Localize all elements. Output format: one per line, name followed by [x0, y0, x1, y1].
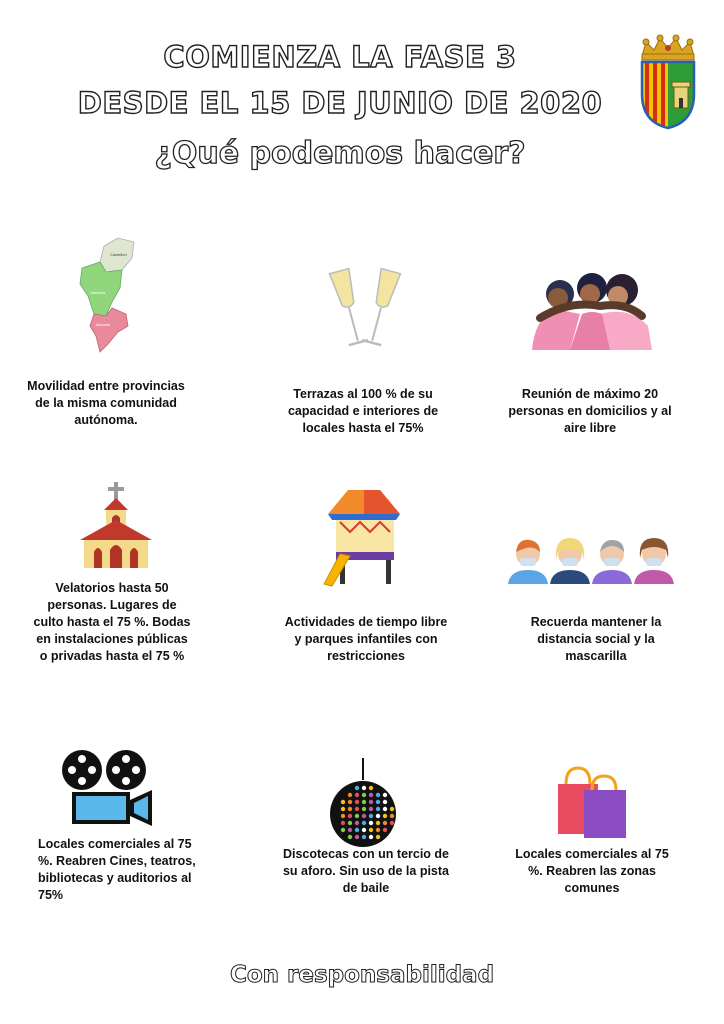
disco-light-dot — [369, 800, 373, 804]
disco-light-dot — [369, 828, 373, 832]
disco-light-dot — [341, 814, 345, 818]
disco-light-dot — [390, 807, 394, 811]
disco-light-dot — [348, 821, 352, 825]
film-camera-icon — [60, 748, 156, 826]
disco-light-dot — [369, 786, 373, 790]
disco-light-dot — [355, 800, 359, 804]
disco-light-dot — [362, 786, 366, 790]
disco-light-dot — [383, 828, 387, 832]
church-icon — [78, 480, 154, 570]
disco-light-dot — [376, 821, 380, 825]
champagne-glasses-icon — [322, 264, 408, 356]
disco-light-dot — [341, 800, 345, 804]
caption-cines: Locales comerciales al 75 %. Reabren Cines, teatros, bibliotecas y auditorios al 75% — [38, 837, 196, 902]
disco-light-dot — [362, 807, 366, 811]
disco-light-dot — [376, 800, 380, 804]
disco-light-dot — [362, 814, 366, 818]
disco-light-dot — [348, 793, 352, 797]
playground-slide-icon — [320, 488, 408, 588]
disco-light-dot — [341, 807, 345, 811]
disco-light-dot — [362, 821, 366, 825]
disco-light-dot — [383, 807, 387, 811]
disco-light-dot — [383, 800, 387, 804]
caption-distancia: Recuerda mantener la distancia social y la mascarilla — [530, 615, 662, 663]
map-label-valencia: Valencia — [90, 290, 106, 295]
disco-light-dot — [390, 814, 394, 818]
masked-people-icon — [508, 536, 674, 584]
disco-light-dot — [355, 786, 359, 790]
disco-light-dot — [341, 828, 345, 832]
disco-light-dot — [355, 821, 359, 825]
caption-actividades: Actividades de tiempo libre y parques infantiles con restricciones — [284, 615, 448, 663]
caption-reunion: Reunión de máximo 20 personas en domicilios y al aire libre — [508, 387, 672, 435]
map-label-alicante: Alicante — [96, 322, 111, 327]
disco-light-dot — [369, 835, 373, 839]
disco-light-dot — [348, 828, 352, 832]
title-line-1: COMIENZA LA FASE 3 — [163, 40, 517, 74]
footer-slogan: Con responsabilidad — [229, 962, 495, 988]
disco-light-dot — [348, 835, 352, 839]
disco-light-dot — [362, 793, 366, 797]
shopping-bags-icon — [556, 766, 628, 840]
disco-light-dot — [376, 814, 380, 818]
disco-light-dot — [383, 814, 387, 818]
disco-light-dot — [383, 821, 387, 825]
disco-light-dot — [348, 800, 352, 804]
disco-light-dot — [376, 835, 380, 839]
disco-light-dot — [376, 807, 380, 811]
disco-light-dot — [376, 828, 380, 832]
disco-light-dot — [355, 814, 359, 818]
caption-terrazas: Terrazas al 100 % de su capacidad e interiores de locales hasta el 75% — [287, 387, 439, 435]
disco-light-dot — [362, 800, 366, 804]
group-hug-icon — [530, 266, 654, 350]
disco-light-dot — [355, 807, 359, 811]
disco-light-dot — [383, 793, 387, 797]
region-map-icon — [76, 236, 138, 354]
disco-light-dot — [369, 821, 373, 825]
disco-light-dot — [355, 828, 359, 832]
disco-light-dot — [376, 793, 380, 797]
disco-ball-icon — [328, 758, 398, 850]
disco-light-dot — [348, 814, 352, 818]
disco-light-dot — [362, 828, 366, 832]
disco-light-dot — [369, 814, 373, 818]
caption-zonas-comunes: Locales comerciales al 75 %. Reabren las zonas comunes — [515, 847, 669, 895]
caption-discotecas: Discotecas con un tercio de su aforo. Sin uso de la pista de baile — [282, 847, 450, 895]
disco-light-dot — [362, 835, 366, 839]
caption-velatorios: Velatorios hasta 50 personas. Lugares de culto hasta el 75 %. Bodas en instalaciones públicas o privadas hasta el 75 % — [33, 581, 191, 663]
caption-movilidad: Movilidad entre provincias de la misma comunidad autónoma. — [27, 379, 185, 427]
disco-light-dot — [390, 821, 394, 825]
page-subtitle: ¿Qué podemos hacer? — [154, 136, 526, 171]
coat-of-arms-icon — [632, 34, 704, 130]
title-line-2: DESDE EL 15 DE JUNIO DE 2020 — [77, 86, 603, 120]
disco-light-dot — [341, 821, 345, 825]
disco-light-dot — [369, 793, 373, 797]
map-label-castellon: Castellón — [110, 252, 127, 257]
disco-light-dot — [355, 793, 359, 797]
disco-light-dot — [348, 807, 352, 811]
disco-light-dot — [369, 807, 373, 811]
disco-light-dot — [355, 835, 359, 839]
